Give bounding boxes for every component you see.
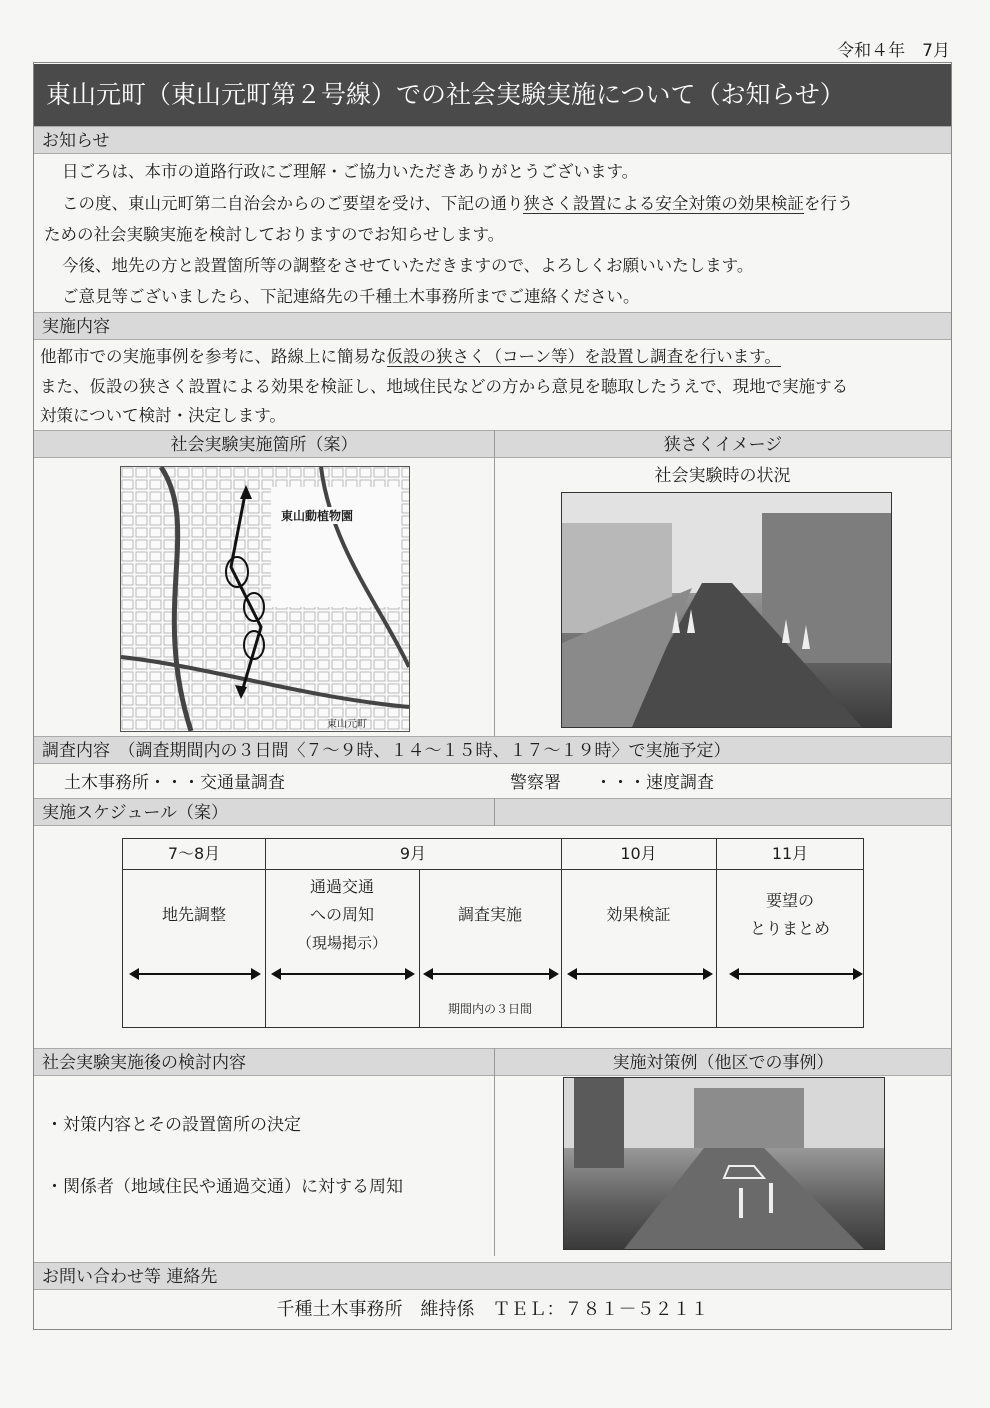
map-label-zoo: 東山動植物園	[281, 509, 354, 523]
task-coordination: 地先調整	[161, 905, 226, 924]
example-photo	[563, 1077, 885, 1250]
survey-period-note: 期間内の３日間	[447, 1002, 532, 1016]
notice-heading: お知らせ	[34, 126, 951, 154]
example-heading: 実施対策例（他区での事例）	[494, 1048, 951, 1076]
page-title: 東山元町（東山元町第２号線）での社会実験実施について（お知らせ）	[34, 64, 951, 126]
after-divider	[494, 1048, 495, 1256]
after-item-1: ・対策内容とその設置箇所の決定	[46, 1115, 301, 1135]
notice-p2: この度、東山元町第二自治会からのご要望を受け、下記の通り狭さく設置による安全対策の効果検証を行う	[62, 194, 854, 213]
map-drawing	[121, 467, 409, 731]
month-11: 11月	[771, 844, 809, 863]
after-heading: 社会実験実施後の検討内容	[34, 1048, 494, 1076]
task-survey: 調査実施	[457, 905, 522, 924]
map-label-town: 東山元町	[327, 719, 367, 730]
contact-heading: お問い合わせ等 連絡先	[34, 1262, 951, 1290]
photo-drawing	[562, 493, 891, 727]
schedule-table	[122, 838, 864, 1028]
task-notice-3: （現場掲示）	[296, 934, 387, 952]
example-photo-drawing	[564, 1078, 884, 1249]
image-caption: 社会実験時の状況	[654, 466, 791, 486]
notice-p4: ご意見等ございましたら、下記連絡先の千種土木事務所までご連絡ください。	[62, 287, 640, 306]
survey-right: 警察署 ・・・速度調査	[510, 773, 714, 793]
arrow-coordination	[131, 973, 259, 975]
task-verification: 効果検証	[606, 905, 671, 924]
task-summary-2: とりまとめ	[749, 919, 830, 938]
task-notice-2: への周知	[309, 905, 374, 924]
month-10: 10月	[620, 844, 657, 863]
content-underlined-phrase: 仮設の狭さく（コーン等）を設置し調査を行います。	[386, 347, 781, 366]
content-l2: また、仮設の狭さく設置による効果を検証し、地域住民などの方から意見を聴取したうえで、現地で実施する	[40, 377, 849, 396]
content-l3: 対策について検討・決定します。	[40, 406, 286, 425]
month-7-8: 7～8月	[167, 844, 221, 863]
contact-text: 千種土木事務所 維持係 ＴＥＬ：７８１－５２１１	[276, 1299, 709, 1320]
month-9: 9月	[399, 844, 427, 863]
narrowing-photo	[561, 492, 892, 728]
notice-p3: 今後、地先の方と設置箇所等の調整をさせていただきますので、よろしくお願いいたします。	[62, 256, 754, 275]
schedule-header-line	[123, 869, 863, 870]
survey-heading: 調査内容 （調査期間内の３日間〈７～９時、１４～１５時、１７～１９時〉で実施予定）	[34, 736, 951, 764]
schedule-heading-divider	[494, 798, 495, 826]
task-notice-1: 通過交通	[309, 877, 374, 896]
content-heading: 実施内容	[34, 312, 951, 340]
after-item-2: ・関係者（地域住民や通過交通）に対する周知	[46, 1177, 403, 1197]
notice-p2-cont: ための社会実験実施を検討しておりますのでお知らせします。	[44, 225, 505, 244]
survey-left: 土木事務所・・・交通量調査	[64, 773, 285, 793]
arrow-survey	[425, 973, 557, 975]
schedule-heading: 実施スケジュール（案）	[34, 798, 951, 826]
arrow-summary	[731, 973, 861, 975]
notice-underlined-phrase: 狭さく設置による安全対策の効果検証	[523, 194, 804, 213]
image-heading: 狭さくイメージ	[494, 430, 951, 458]
arrow-verification	[569, 973, 711, 975]
content-l1: 他都市での実施事例を参考に、路線上に簡易な仮設の狭さく（コーン等）を設置し調査を行います。	[40, 347, 781, 366]
arrow-notice	[273, 973, 413, 975]
location-heading: 社会実験実施箇所（案）	[34, 430, 494, 458]
issue-date: 令和４年 7月	[837, 41, 950, 61]
location-map	[120, 466, 410, 732]
task-summary-1: 要望の	[765, 891, 814, 910]
notice-p1: 日ごろは、本市の道路行政にご理解・ご協力いただきありがとうございます。	[62, 162, 639, 181]
